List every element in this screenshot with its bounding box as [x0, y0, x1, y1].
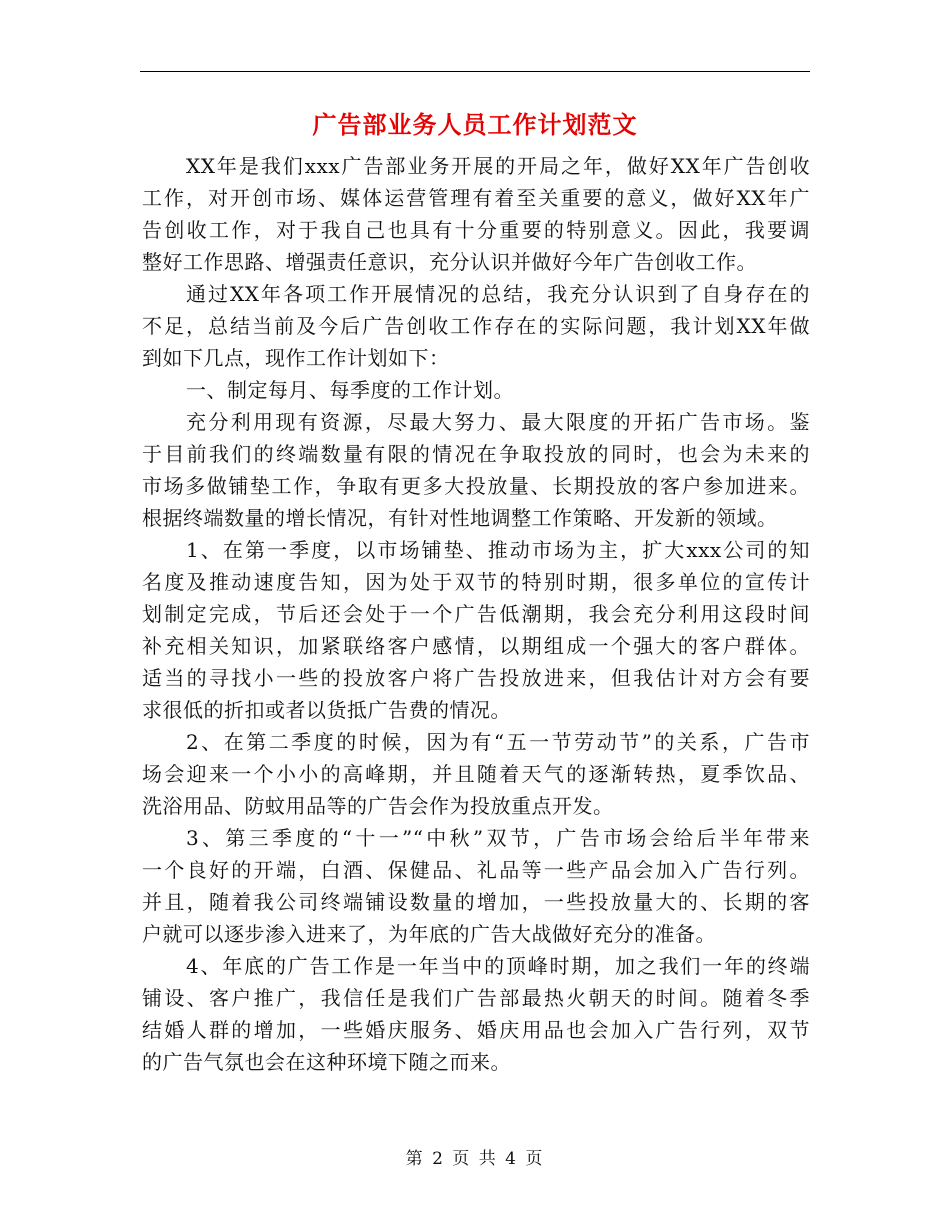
text-line: 于目前我们的终端数量有限的情况在争取投放的同时，也会为未来的 — [142, 442, 810, 466]
text-line: 充分利用现有资源，尽最大努力、最大限度的开拓广告市场。鉴 — [186, 410, 810, 434]
text-line: 户就可以逐步渗入进来了，为年底的广告大战做好充分的准备。 — [142, 922, 716, 946]
text-line: 到如下几点，现作工作计划如下： — [142, 346, 450, 370]
text-line: 名度及推动速度告知，因为处于双节的特别时期，很多单位的宣传计 — [142, 570, 810, 594]
text-line: 铺设、客户推广，我信任是我们广告部最热火朝天的时间。随着冬季 — [142, 986, 810, 1010]
text-line: 洗浴用品、防蚊用品等的广告会作为投放重点开发。 — [142, 794, 614, 818]
document-body — [142, 150, 810, 1078]
section-heading: 一、制定每月、每季度的工作计划。 — [186, 378, 514, 402]
text-line: 市场多做铺垫工作，争取有更多大投放量、长期投放的客户参加进来。 — [142, 474, 810, 498]
text-line: 告创收工作，对于我自己也具有十分重要的特别意义。因此，我要调 — [142, 218, 810, 242]
header-rule — [140, 71, 810, 72]
text-line: 求很低的折扣或者以货抵广告费的情况。 — [142, 698, 511, 722]
text-line: 根据终端数量的增长情况，有针对性地调整工作策略、开发新的领域。 — [142, 506, 778, 530]
text-line: 4、年底的广告工作是一年当中的顶峰时期，加之我们一年的终端 — [186, 954, 810, 978]
text-line: 工作，对开创市场、媒体运营管理有着至关重要的意义，做好XX年广 — [142, 186, 810, 210]
text-line: 通过XX年各项工作开展情况的总结，我充分认识到了自身存在的 — [186, 282, 810, 306]
text-line: 划制定完成，节后还会处于一个广告低潮期，我会充分利用这段时间 — [142, 602, 810, 626]
text-line: 1、在第一季度，以市场铺垫、推动市场为主，扩大xxx公司的知 — [186, 538, 810, 562]
text-line: 结婚人群的增加，一些婚庆服务、婚庆用品也会加入广告行列，双节 — [142, 1018, 810, 1042]
text-line: XX年是我们xxx广告部业务开展的开局之年，做好XX年广告创收 — [186, 154, 810, 178]
page-number-footer: 第 2 页 共 4 页 — [405, 1149, 545, 1169]
text-line: 不足，总结当前及今后广告创收工作存在的实际问题，我计划XX年做 — [142, 314, 810, 338]
text-line: 的广告气氛也会在这种环境下随之而来。 — [142, 1050, 511, 1074]
text-line: 3、第三季度的“十一”“中秋”双节，广告市场会给后半年带来 — [186, 826, 810, 850]
text-line: 并且，随着我公司终端铺设数量的增加，一些投放量大的、长期的客 — [142, 890, 810, 914]
text-line: 场会迎来一个小小的高峰期，并且随着天气的逐渐转热，夏季饮品、 — [142, 762, 810, 786]
text-line: 一个良好的开端，白酒、保健品、礼品等一些产品会加入广告行列。 — [142, 858, 810, 882]
text-line: 2、在第二季度的时候，因为有“五一节劳动节”的关系，广告市 — [186, 730, 810, 754]
text-line: 补充相关知识，加紧联络客户感情，以期组成一个强大的客户群体。 — [142, 634, 810, 658]
text-line: 适当的寻找小一些的投放客户将广告投放进来，但我估计对方会有要 — [142, 666, 810, 690]
document-title: 广告部业务人员工作计划范文 — [312, 110, 638, 139]
text-line: 整好工作思路、增强责任意识，充分认识并做好今年广告创收工作。 — [142, 250, 757, 274]
